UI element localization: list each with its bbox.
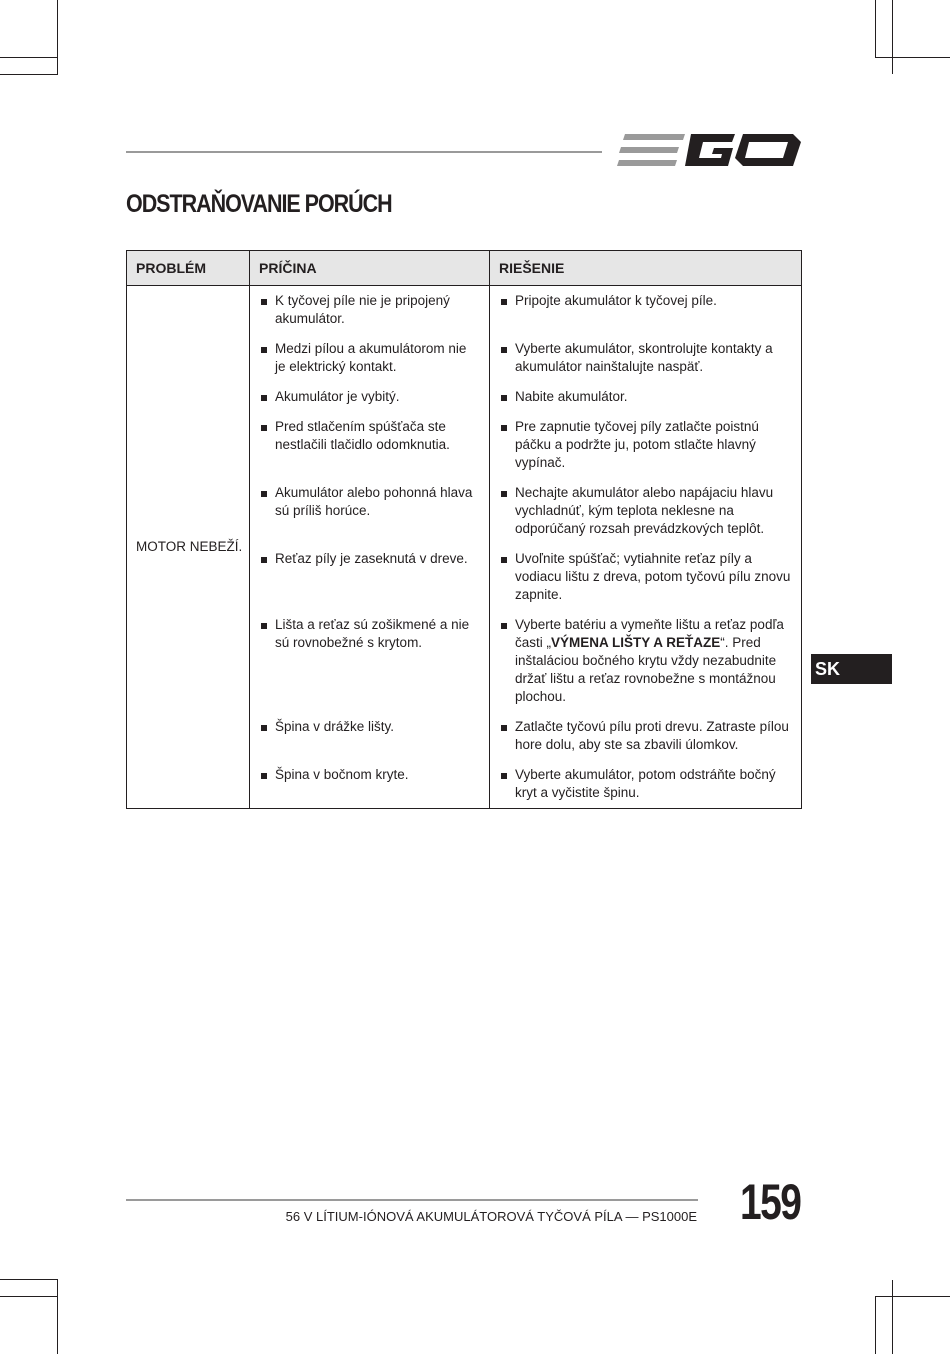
cause-cell xyxy=(250,412,490,478)
solution-cell xyxy=(490,286,802,335)
cause-cell xyxy=(250,478,490,544)
solution-cell xyxy=(490,478,802,544)
header-solution: RIEŠENIE xyxy=(490,251,802,286)
header-cause: PRÍČINA xyxy=(250,251,490,286)
solution-item: Vyberte akumulátor, skontrolujte kontakty a akumulátor nainštalujte naspäť. xyxy=(490,334,801,382)
cause-item: Pred stlačením spúšťača ste nestlačili tlačidlo odomknutia. xyxy=(250,412,489,460)
language-tab: SK xyxy=(811,654,892,684)
crop-mark xyxy=(875,57,950,58)
cause-cell xyxy=(250,760,490,809)
troubleshooting-table xyxy=(126,250,802,809)
crop-mark xyxy=(892,1280,893,1354)
cause-item: Špina v bočnom kryte. xyxy=(250,760,489,790)
cause-item: K tyčovej píle nie je pripojený akumulátor. xyxy=(250,286,489,334)
table-header-row xyxy=(127,251,802,286)
solution-text-before: Vyberte batériu a vymeňte lištu a reťaz podľa časti „ xyxy=(515,617,784,650)
solution-cell xyxy=(490,412,802,478)
cause-cell xyxy=(250,544,490,610)
logo-stripes xyxy=(617,134,685,166)
page-number: 159 xyxy=(739,1174,800,1230)
footer-text: 56 V LÍTIUM-IÓNOVÁ AKUMULÁTOROVÁ TYČOVÁ PÍLA — PS1000E xyxy=(285,1209,697,1224)
cause-item: Akumulátor alebo pohonná hlava sú príliš horúce. xyxy=(250,478,489,526)
crop-mark xyxy=(892,0,893,74)
solution-item: Pre zapnutie tyčovej píly zatlačte poistnú páčku a podržte ju, potom stlačte hlavný vypínač. xyxy=(490,412,801,478)
crop-mark xyxy=(875,1296,950,1297)
solution-cell xyxy=(490,712,802,760)
solution-item: Nechajte akumulátor alebo napájaciu hlavu vychladnúť, kým teplota neklesne na odporúčaný rozsah prevádzkových teplôt. xyxy=(490,478,801,544)
cause-cell xyxy=(250,334,490,382)
cause-cell xyxy=(250,382,490,412)
crop-mark xyxy=(0,1279,58,1280)
solution-item xyxy=(490,610,801,712)
solution-text-after: “. Pred inštaláciou bočného krytu vždy nezabudnite držať lištu a reťaz rovnobežne s montážnou plochou. xyxy=(515,635,777,704)
table-row xyxy=(127,286,802,335)
cause-item: Špina v drážke lišty. xyxy=(250,712,489,742)
ego-logo xyxy=(617,128,801,172)
header-rule xyxy=(126,151,602,153)
solution-item: Pripojte akumulátor k tyčovej píle. xyxy=(490,286,801,316)
ego-logo-graphic xyxy=(617,128,801,172)
logo-letters xyxy=(685,134,801,166)
cause-cell xyxy=(250,712,490,760)
crop-mark xyxy=(0,74,58,75)
page-title: ODSTRAŇOVANIE PORÚCH xyxy=(126,190,392,218)
crop-mark xyxy=(0,1296,58,1297)
cause-item: Reťaz píly je zaseknutá v dreve. xyxy=(250,544,489,574)
solution-cell xyxy=(490,610,802,712)
solution-cell xyxy=(490,544,802,610)
cause-item: Akumulátor je vybitý. xyxy=(250,382,489,412)
problem-cell: MOTOR NEBEŽÍ. xyxy=(127,286,250,809)
section-reference: VÝMENA LIŠTY A REŤAZE xyxy=(551,635,721,650)
crop-mark xyxy=(0,57,58,58)
crop-mark xyxy=(57,1280,58,1354)
cause-item: Medzi pílou a akumulátorom nie je elektrický kontakt. xyxy=(250,334,489,382)
crop-mark xyxy=(875,1296,876,1354)
solution-item: Nabite akumulátor. xyxy=(490,382,801,412)
footer-rule xyxy=(126,1199,698,1201)
header-problem: PROBLÉM xyxy=(127,251,250,286)
solution-item: Zatlačte tyčovú pílu proti drevu. Zatraste pílou hore dolu, aby ste sa zbavili úlomkov. xyxy=(490,712,801,760)
cause-cell xyxy=(250,610,490,712)
crop-mark xyxy=(57,0,58,74)
solution-item: Vyberte akumulátor, potom odstráňte bočný kryt a vyčistite špinu. xyxy=(490,760,801,808)
solution-cell xyxy=(490,382,802,412)
cause-cell xyxy=(250,286,490,335)
solution-item: Uvoľnite spúšťač; vytiahnite reťaz píly a vodiacu lištu z dreva, potom tyčovú pílu znovu zapnite. xyxy=(490,544,801,610)
solution-cell xyxy=(490,334,802,382)
solution-cell xyxy=(490,760,802,809)
cause-item: Lišta a reťaz sú zošikmené a nie sú rovnobežné s krytom. xyxy=(250,610,489,658)
crop-mark xyxy=(875,0,876,58)
